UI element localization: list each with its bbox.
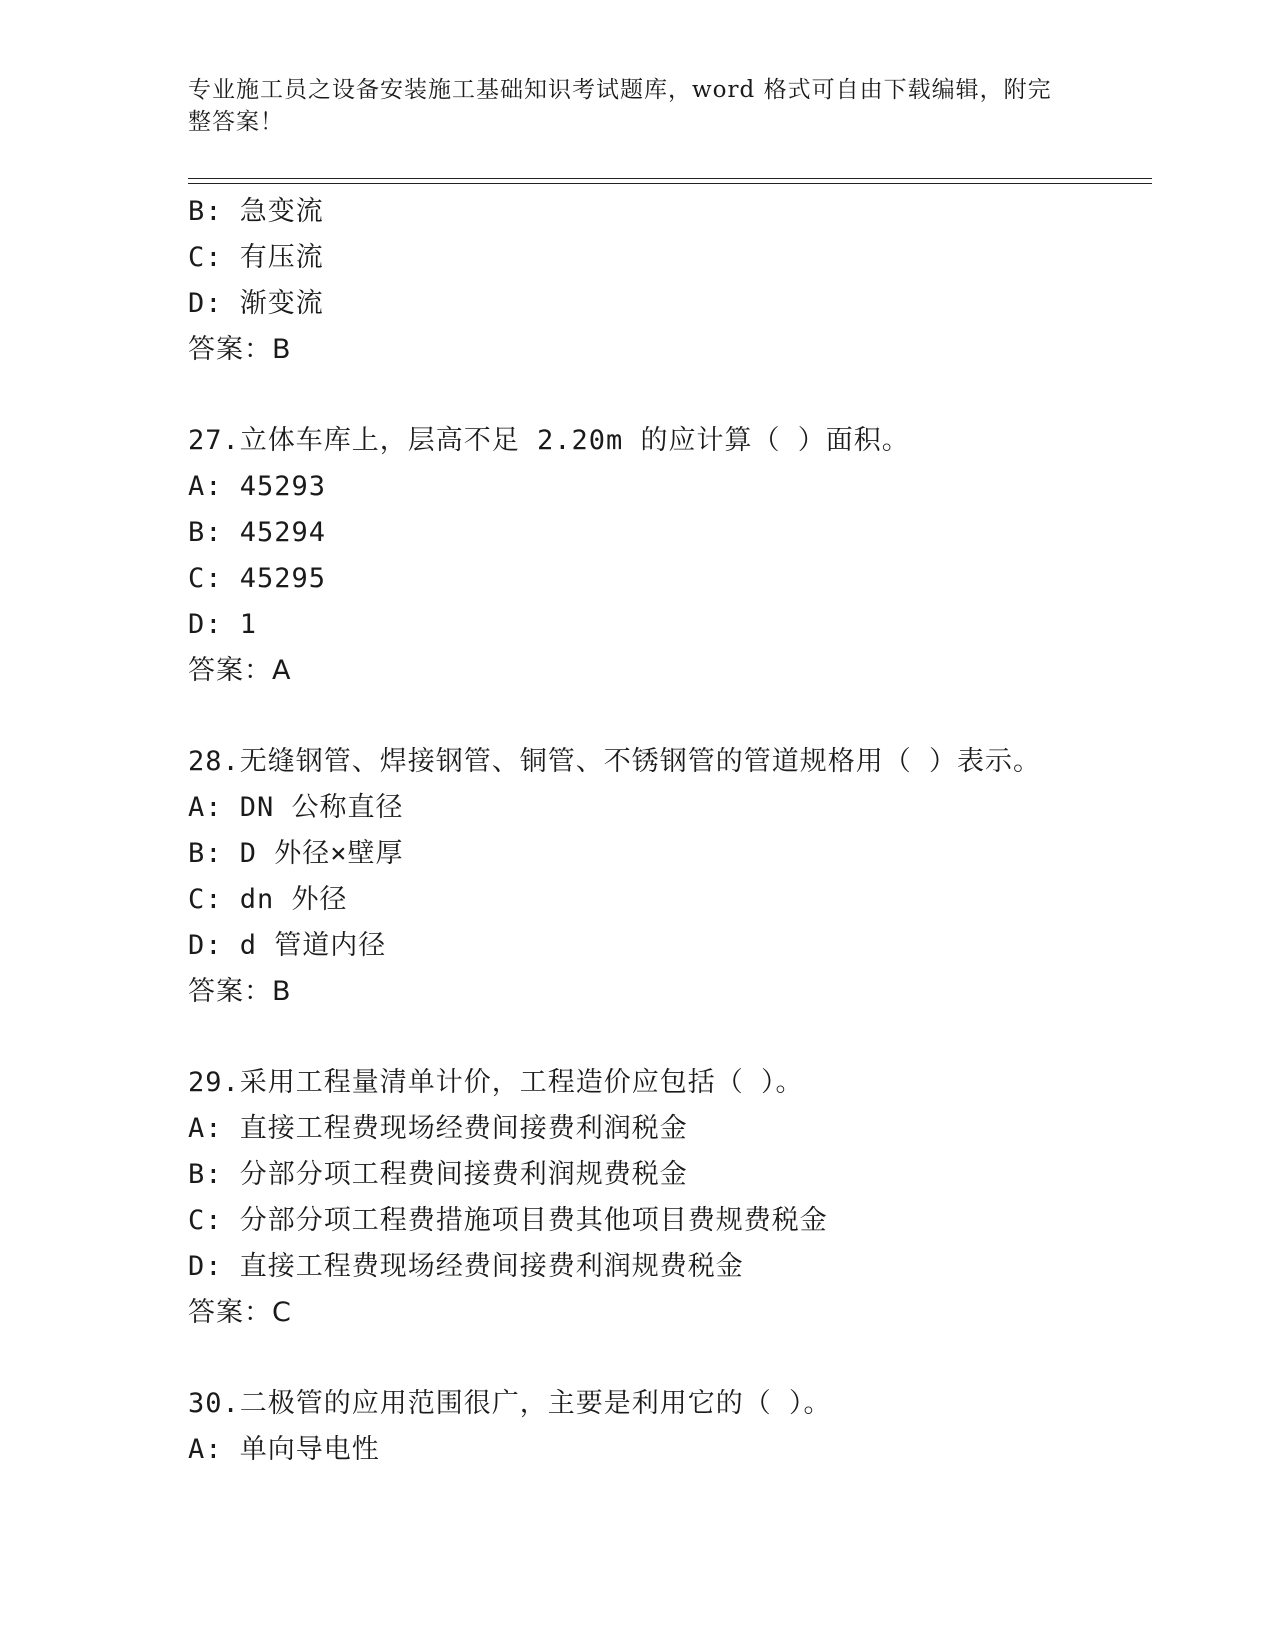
option-c: C: 分部分项工程费措施项目费其他项目费规费税金 <box>188 1205 828 1236</box>
answer-line: 答案：A <box>188 655 292 686</box>
question-block <box>188 1060 1152 1336</box>
option-b: B: D 外径×壁厚 <box>188 838 404 869</box>
question-list <box>188 189 1152 1473</box>
question-text: 28.无缝钢管、焊接钢管、铜管、不锈钢管的管道规格用（ ）表示。 <box>188 746 1042 777</box>
option-a: A: 单向导电性 <box>188 1434 380 1465</box>
option-c: C: dn 外径 <box>188 884 348 915</box>
option-c: C: 有压流 <box>188 242 324 273</box>
option-d: D: 1 <box>188 609 258 640</box>
header-line-2: 整答案！ <box>188 109 284 135</box>
question-block <box>188 418 1152 694</box>
question-text: 30.二极管的应用范围很广，主要是利用它的（ ）。 <box>188 1388 832 1419</box>
option-d: D: d 管道内径 <box>188 930 387 961</box>
answer-line: 答案：B <box>188 976 292 1007</box>
option-a: A: 直接工程费现场经费间接费利润税金 <box>188 1113 688 1144</box>
document-header <box>188 74 1068 138</box>
option-b: B: 急变流 <box>188 196 324 227</box>
option-b: B: 45294 <box>188 517 327 548</box>
option-d: D: 直接工程费现场经费间接费利润规费税金 <box>188 1251 744 1282</box>
answer-line: 答案：B <box>188 334 292 365</box>
option-d: D: 渐变流 <box>188 288 324 319</box>
question-block <box>188 739 1152 1015</box>
question-text: 27.立体车库上，层高不足 2.20m 的应计算（ ）面积。 <box>188 425 910 456</box>
header-divider-top <box>188 178 1152 179</box>
question-block <box>188 1381 1152 1473</box>
answer-line: 答案：C <box>188 1297 292 1328</box>
header-line-1: 专业施工员之设备安装施工基础知识考试题库，word 格式可自由下载编辑，附完 <box>188 77 1052 103</box>
option-b: B: 分部分项工程费间接费利润规费税金 <box>188 1159 688 1190</box>
option-a: A: 45293 <box>188 471 327 502</box>
option-c: C: 45295 <box>188 563 327 594</box>
header-divider-bottom <box>188 183 1152 184</box>
option-a: A: DN 公称直径 <box>188 792 404 823</box>
question-block <box>188 189 1152 373</box>
question-text: 29.采用工程量清单计价，工程造价应包括（ ）。 <box>188 1067 804 1098</box>
